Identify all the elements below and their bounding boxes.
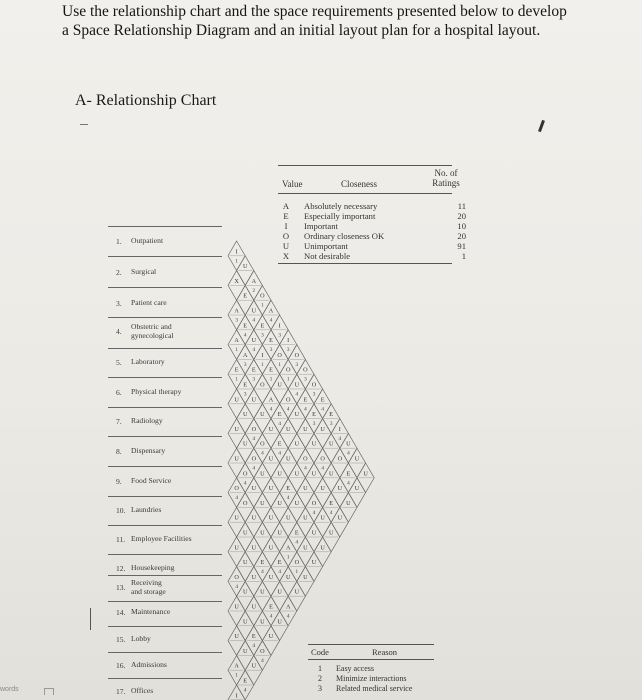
matrix-cell-value: U <box>242 411 248 419</box>
matrix-cell-value: O <box>311 381 317 389</box>
department-name: Employee Facilities <box>131 534 192 543</box>
matrix-cell <box>242 330 262 360</box>
matrix-cell-value: E <box>303 396 308 404</box>
matrix-cell <box>237 670 254 700</box>
matrix-cell-reason: 4 <box>235 583 238 590</box>
matrix-cell-reason: 4 <box>286 495 290 502</box>
matrix-cell-value: U <box>337 514 343 522</box>
matrix-cell-value: O <box>260 647 265 655</box>
matrix-cell-reason: 1 <box>235 347 238 354</box>
matrix-cell-value: U <box>328 529 334 537</box>
matrix-cell-value: U <box>346 440 351 448</box>
intro-line-1: Use the relationship chart and the space requirements presented below to develop <box>62 3 567 20</box>
matrix-cell-reason: 4 <box>252 435 256 442</box>
matrix-cell-value: U <box>311 440 317 448</box>
matrix-cell <box>294 567 314 597</box>
matrix-cell <box>328 507 348 537</box>
department-name: Patient care <box>131 298 167 307</box>
matrix-cell-value: U <box>260 499 265 507</box>
matrix-cell-value: U <box>268 573 274 581</box>
matrix-cell-value: O <box>285 366 291 374</box>
department-name-line1: Receiving <box>131 578 162 587</box>
legend-value: A <box>282 201 290 211</box>
legend-ratings: 20 <box>457 211 466 221</box>
department-name: Maintenance <box>131 607 171 616</box>
margin-mark <box>90 608 91 630</box>
matrix-cell-value: U <box>320 544 325 552</box>
matrix-cell-reason: 4 <box>252 465 256 472</box>
matrix-cell-value: O <box>260 292 265 300</box>
matrix-cell-value: U <box>260 470 265 478</box>
matrix-cell-reason: 1 <box>235 672 238 679</box>
matrix-cell-value: U <box>268 485 274 493</box>
legend-value: I <box>284 221 288 231</box>
department-name: Lobby <box>131 634 151 643</box>
reason-text: Related medical service <box>336 684 413 693</box>
department-name: Laboratory <box>131 357 165 366</box>
matrix-cell-value: A <box>242 351 248 359</box>
matrix-cell-value: E <box>260 322 265 330</box>
matrix-cell <box>280 596 297 626</box>
matrix-cell-value: O <box>234 573 239 581</box>
matrix-cell <box>228 685 245 700</box>
matrix-cell <box>305 552 322 582</box>
matrix-cell-value: U <box>303 544 308 552</box>
matrix-cell-value: E <box>243 677 248 685</box>
matrix-cell-reason: 3 <box>252 376 256 383</box>
matrix-cell-reason: 4 <box>252 347 256 354</box>
matrix-cell-value: A <box>251 277 257 285</box>
matrix-cell <box>285 581 305 611</box>
department-name: Dispensary <box>131 446 166 455</box>
matrix-cell-value: O <box>260 381 265 389</box>
legend-ratings: 91 <box>457 241 466 251</box>
matrix-cell-value: O <box>285 396 291 404</box>
department-number: 9. <box>116 476 122 486</box>
legend-closeness-header: Closeness <box>341 179 377 189</box>
matrix-cell-value: O <box>311 499 317 507</box>
matrix-cell-reason: 4 <box>347 480 350 487</box>
reason-reason-header: Reason <box>372 647 398 657</box>
matrix-cell-reason: 4 <box>243 480 247 487</box>
matrix-cell-value: U <box>311 470 317 478</box>
matrix-cell-value: E <box>277 440 282 448</box>
legend-ratings-header-line1: No. of <box>434 168 458 178</box>
matrix-cell-value: U <box>260 618 265 626</box>
matrix-cell-value: E <box>277 559 282 567</box>
matrix-cell-value: O <box>294 559 300 567</box>
legend-value: U <box>282 241 290 251</box>
department-number: 2. <box>116 267 122 277</box>
legend-ratings: 20 <box>457 231 466 241</box>
matrix-cell-reason: 4 <box>252 317 256 324</box>
department-name: Surgical <box>131 267 157 276</box>
matrix-cell-value: O <box>242 470 248 478</box>
department-number: 14. <box>116 607 126 617</box>
matrix-cell-value: U <box>234 633 239 641</box>
matrix-cell-reason: 4 <box>338 435 342 442</box>
legend-value: E <box>283 211 289 221</box>
matrix-cell-reason: 1 <box>261 361 264 368</box>
matrix-cell-value: U <box>285 514 291 522</box>
matrix-cell-reason: 4 <box>329 509 333 516</box>
matrix-cell-value: U <box>234 514 239 522</box>
matrix-cell-value: O <box>234 485 239 493</box>
matrix-cell-value: U <box>234 425 239 433</box>
matrix-cell-value: E <box>294 529 299 537</box>
matrix-cell-value: U <box>363 470 368 478</box>
matrix-cell-value: E <box>312 411 316 419</box>
matrix-cell-value: I <box>287 337 290 345</box>
matrix-cell-value: U <box>234 544 239 552</box>
matrix-cell-reason: 1 <box>235 258 238 265</box>
department-name: Laundries <box>131 505 162 514</box>
matrix-cell-reason: 3 <box>329 421 333 428</box>
department-number: 12. <box>116 563 126 573</box>
matrix-cell-reason: 4 <box>304 465 307 472</box>
department-name: Admissions <box>131 660 167 669</box>
department-name: Radiology <box>131 416 163 425</box>
department-number: 6. <box>116 387 122 397</box>
department-number: 11. <box>116 534 126 544</box>
matrix-cell-value: U <box>328 440 334 448</box>
matrix-cell-reason: 3 <box>278 332 281 339</box>
matrix-cell-value: U <box>268 455 274 463</box>
legend-closeness: Not desirable <box>304 251 351 261</box>
matrix-cell-value: U <box>285 425 291 433</box>
matrix-cell-value: U <box>251 514 257 522</box>
department-name: Offices <box>131 686 154 695</box>
reason-code: 1 <box>318 664 322 673</box>
matrix-cell <box>262 300 279 330</box>
matrix-cell-value: U <box>268 425 274 433</box>
legend-closeness: Important <box>304 221 338 231</box>
legend-closeness: Unimportant <box>304 241 348 251</box>
matrix-cell-value: O <box>294 351 300 359</box>
reason-mid-rule <box>308 659 434 660</box>
matrix-cell-reason: 1 <box>278 361 281 368</box>
reason-top-rule <box>308 644 434 645</box>
department-number: 1. <box>116 236 122 246</box>
matrix-cell-reason: 2 <box>252 287 256 294</box>
matrix-cell-value: E <box>243 292 248 300</box>
matrix-cell-value: E <box>269 366 273 374</box>
legend-value-header: Value <box>282 179 303 189</box>
matrix-cell-value: U <box>234 603 239 611</box>
matrix-cell-value: U <box>234 396 239 404</box>
matrix-cell-value: O <box>337 455 343 463</box>
legend-value: O <box>282 231 290 241</box>
matrix-cell-value: U <box>251 603 257 611</box>
matrix-cell-reason: 4 <box>286 406 290 413</box>
department-number: 5. <box>116 357 122 367</box>
department-number: 17. <box>116 686 126 696</box>
matrix-cell-value: U <box>303 485 308 493</box>
matrix-cell-value: U <box>268 633 274 641</box>
matrix-cell-reason: 4 <box>261 569 264 576</box>
matrix-cell-value: U <box>251 485 257 493</box>
matrix-cell-value: E <box>277 411 282 419</box>
matrix-cell-value: O <box>251 455 257 463</box>
matrix-cell-value: U <box>285 573 291 581</box>
matrix-cell-value: U <box>277 588 282 596</box>
matrix-cell-value: U <box>294 588 300 596</box>
department-number: 3. <box>116 298 122 308</box>
legend-ratings: 10 <box>457 221 466 231</box>
matrix-cell-value: U <box>294 381 300 389</box>
matrix-cell-reason: 4 <box>312 509 316 516</box>
matrix-cell-reason: 4 <box>295 539 299 546</box>
department-name: Outpatient <box>131 236 164 245</box>
matrix-cell <box>323 404 340 434</box>
matrix-cell-reason: 4 <box>235 495 238 502</box>
legend-closeness: Especially important <box>304 211 376 221</box>
matrix-cell-reason: 4 <box>261 450 264 457</box>
matrix-cell-value: A <box>285 544 291 552</box>
matrix-cell-value: U <box>268 514 274 522</box>
matrix-cell-value: A <box>234 307 239 315</box>
matrix-cell <box>323 522 340 552</box>
matrix-cell-reason: 3 <box>312 391 316 398</box>
matrix-cell-value: U <box>277 499 282 507</box>
matrix-cell-value: U <box>268 544 274 552</box>
matrix-cell-value: X <box>234 277 239 285</box>
matrix-cell-value: E <box>346 470 351 478</box>
matrix-cell <box>348 478 365 508</box>
matrix-cell-value: U <box>354 485 360 493</box>
matrix-cell-value: O <box>303 366 308 374</box>
department-number: 4. <box>116 326 122 336</box>
matrix-cell-value: O <box>320 455 325 463</box>
matrix-cell-value: E <box>320 396 325 404</box>
matrix-cell-value: E <box>286 485 291 493</box>
matrix-cell-value: U <box>260 588 265 596</box>
matrix-cell-value: U <box>294 499 300 507</box>
matrix-cell-value: U <box>234 455 239 463</box>
matrix-cell-reason: 1 <box>286 554 290 561</box>
intro-line-2: a Space Relationship Diagram and an initial layout plan for a hospital layout. <box>62 22 541 39</box>
matrix-cell <box>251 641 271 671</box>
legend-value: X <box>282 251 290 261</box>
matrix-cell-value: U <box>277 529 282 537</box>
matrix-cell-value: O <box>277 351 282 359</box>
matrix-cell-value: U <box>303 573 308 581</box>
matrix-cell-value: U <box>251 307 257 315</box>
matrix-cell-reason: 3 <box>243 361 247 368</box>
department-number: 16. <box>116 660 126 670</box>
matrix-cell-value: U <box>242 440 248 448</box>
matrix-cell-reason: 1 <box>295 569 299 576</box>
matrix-cell-reason: 3 <box>235 317 238 324</box>
matrix-cell-value: U <box>242 529 248 537</box>
department-name: Food Service <box>131 476 172 485</box>
matrix-cell-value: U <box>251 396 257 404</box>
matrix-cell-reason: 1 <box>269 376 273 383</box>
legend-ratings: 11 <box>457 201 466 211</box>
matrix-cell-reason: 3 <box>312 421 316 428</box>
department-name-line1: Obstetric and <box>131 322 172 331</box>
matrix-cell <box>262 626 279 656</box>
department-number: 7. <box>116 416 122 426</box>
matrix-cell-value: E <box>251 633 256 641</box>
department-name-line2: and storage <box>131 587 166 596</box>
matrix-cell-value: E <box>243 381 248 389</box>
matrix-cell-value: E <box>260 559 265 567</box>
matrix-cell-value: I <box>278 322 281 330</box>
matrix-cell-value: E <box>234 366 239 374</box>
matrix-cell-value: U <box>311 559 317 567</box>
matrix-cell-reason: 4 <box>347 450 350 457</box>
matrix-cell-value: U <box>251 544 257 552</box>
matrix-cell-reason: 4 <box>321 465 324 472</box>
matrix-cell-value: E <box>329 411 334 419</box>
matrix-cell-value: U <box>320 514 325 522</box>
reason-text: Minimize interactions <box>336 674 407 683</box>
department-name: Housekeeping <box>131 563 175 572</box>
matrix-cell-value: E <box>269 603 273 611</box>
matrix-cell-value: U <box>294 440 300 448</box>
matrix-cell-value: U <box>294 411 300 419</box>
legend-closeness: Ordinary closeness OK <box>304 231 385 241</box>
matrix-cell-reason: 4 <box>269 613 273 620</box>
matrix-cell-value: A <box>268 396 274 404</box>
matrix-cell-value: U <box>251 662 257 670</box>
reason-code: 3 <box>318 684 322 693</box>
matrix-cell-value: I <box>261 351 264 359</box>
matrix-cell <box>245 655 262 685</box>
matrix-cell-value: U <box>251 337 257 345</box>
matrix-cell-reason: 1 <box>286 376 290 383</box>
department-name-line2: gynecological <box>131 331 174 340</box>
matrix-cell-value: A <box>268 307 274 315</box>
matrix-cell <box>354 463 374 493</box>
matrix-cell-reason: 4 <box>286 613 290 620</box>
matrix-cell-value: I <box>235 248 238 256</box>
section-title: A- Relationship Chart <box>75 92 217 109</box>
matrix-cell-value: U <box>277 618 282 626</box>
matrix-cell-reason: 3 <box>295 361 299 368</box>
matrix-cell-reason: 4 <box>269 317 273 324</box>
reason-code: 2 <box>318 674 322 683</box>
matrix-cell-value: O <box>260 440 265 448</box>
matrix-cell-value: U <box>242 263 248 271</box>
matrix-cell-value: I <box>235 692 238 700</box>
matrix-cell <box>337 493 357 523</box>
matrix-cell-value: U <box>346 499 351 507</box>
legend-ratings: 1 <box>461 251 466 261</box>
department-number: 10. <box>116 505 126 515</box>
matrix-cell-value: U <box>242 618 248 626</box>
matrix-cell-reason: 4 <box>278 569 281 576</box>
matrix-cell-value: E <box>269 337 273 345</box>
matrix-cell-value: U <box>328 470 334 478</box>
matrix-cell-reason: 4 <box>243 687 247 694</box>
matrix-cell-reason: 1 <box>235 376 238 383</box>
matrix-cell-value: I <box>338 425 341 433</box>
matrix-cell-value: U <box>320 485 325 493</box>
matrix-cell-value: U <box>303 425 308 433</box>
legend-ratings-header-line2: Ratings <box>432 178 460 188</box>
matrix-cell-value: U <box>242 647 248 655</box>
matrix-cell-value: U <box>303 514 308 522</box>
matrix-cell-reason: 1 <box>261 302 264 309</box>
matrix-cell-reason: 4 <box>295 391 299 398</box>
matrix-cell-value: E <box>329 499 334 507</box>
matrix-cell-reason: 3 <box>243 391 247 398</box>
department-number: 13. <box>116 582 126 592</box>
matrix-cell-reason: 4 <box>278 450 281 457</box>
matrix-cell-value: U <box>285 455 291 463</box>
reason-text: Easy access <box>336 664 374 673</box>
tab-icon[interactable] <box>44 688 54 695</box>
matrix-cell-value: U <box>242 559 248 567</box>
department-number: 8. <box>116 446 122 456</box>
matrix-cell-value: U <box>251 573 257 581</box>
matrix-cell-reason: 4 <box>252 643 256 650</box>
matrix-cell-value: U <box>354 455 360 463</box>
matrix-cell-value: U <box>277 381 282 389</box>
matrix-cell-value: U <box>294 470 300 478</box>
matrix-cell-value: E <box>251 366 256 374</box>
matrix-cell-value: A <box>234 337 239 345</box>
matrix-cell-reason: 4 <box>243 332 247 339</box>
matrix-cell-value: O <box>251 425 257 433</box>
matrix-cell <box>268 611 288 641</box>
matrix-cell-reason: 3 <box>269 347 273 354</box>
matrix-cell-value: E <box>243 322 248 330</box>
matrix-cell-reason: 4 <box>304 406 307 413</box>
matrix-cell-value: U <box>337 485 343 493</box>
matrix-cell-value: A <box>285 603 291 611</box>
matrix-cell-reason: 4 <box>269 406 273 413</box>
matrix-cell-reason: 4 <box>278 421 281 428</box>
matrix-cell-reason: 3 <box>286 347 290 354</box>
matrix-cell-reason: 4 <box>321 406 324 413</box>
matrix-cell-value: O <box>303 455 308 463</box>
reason-code-header: Code <box>311 647 329 657</box>
legend-closeness: Absolutely necessary <box>304 201 378 211</box>
matrix-cell-reason: 3 <box>261 332 264 339</box>
matrix-cell-value: U <box>242 588 248 596</box>
matrix-cell <box>311 537 331 567</box>
matrix-cell-value: O <box>242 499 248 507</box>
matrix-cell-value: A <box>234 662 239 670</box>
sidebar-label[interactable]: words <box>0 686 19 693</box>
matrix-cell <box>271 315 288 345</box>
matrix-cell-value: U <box>320 425 325 433</box>
matrix-cell-reason: 3 <box>304 376 307 383</box>
matrix-cell-value: U <box>277 470 282 478</box>
matrix-cell-value: U <box>311 529 317 537</box>
matrix-cell-reason: 4 <box>261 657 264 664</box>
matrix-cell-value: U <box>260 529 265 537</box>
department-number: 15. <box>116 634 126 644</box>
matrix-cell-value: U <box>260 411 265 419</box>
department-name: Physical therapy <box>131 387 182 396</box>
